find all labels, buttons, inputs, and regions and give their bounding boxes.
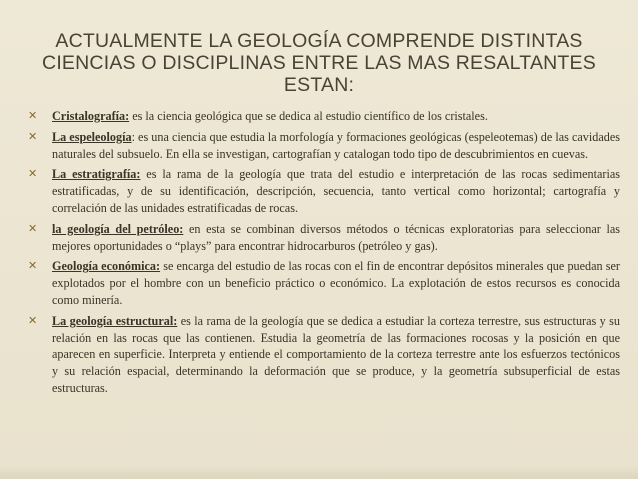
x-bullet-icon: ✕ [28,259,38,273]
title-line: ACTUALMENTE LA GEOLOGÍA COMPRENDE DISTINTAS [55,30,583,52]
list-item [28,221,620,255]
item-text: en esta se combinan diversos métodos o técnicas exploratorias para seleccionar las mejores oportunidades o “plays” para encontrar hidrocarburos (petróleo y gas). [52,221,620,253]
item-text: : es una ciencia que estudia la morfología y formaciones geológicas (espeleotemas) de las cavidades naturales del subsuelo. En ella se investigan, cartografían y catalogan todo tipo de descubrimientos en cuevas. [52,129,620,161]
list-item [28,258,620,308]
x-bullet-icon: ✕ [28,313,38,327]
list-item [28,166,620,216]
bottom-shade [0,465,638,479]
item-term: la geología del petróleo: [52,221,184,236]
title-line: CIENCIAS O DISCIPLINAS ENTRE LAS MAS RESALTANTES [42,52,596,74]
x-bullet-icon: ✕ [28,109,38,122]
item-term: La espeleología [52,129,132,144]
item-term: La geología estructural: [52,313,178,328]
list-item [28,313,620,397]
item-text: se encarga del estudio de las rocas con el fin de encontrar depósitos minerales que puedan ser explotados por el hombre con un beneficio práctico o económico. La explotación de estos recursos es conocida como minería. [52,259,620,307]
x-bullet-icon: ✕ [28,221,38,235]
slide-title [40,30,598,96]
item-text: es la rama de la geología que trata del estudio e interpretación de las rocas sedimentarias estratificadas, y de su identificación, descripción, secuencia, tanto vertical como horizontal; cartografía y correlación de las unidades estratificadas de rocas. [52,167,620,215]
item-text: es la ciencia geológica que se dedica al estudio científico de los cristales. [129,109,488,123]
bullet-list [28,108,620,401]
item-term: Cristalografía: [52,109,130,123]
list-item [28,108,620,125]
x-bullet-icon: ✕ [28,129,38,143]
item-term: Geología económica: [52,259,161,274]
item-term: La estratigrafía: [52,167,141,182]
title-line: ESTAN: [283,74,355,96]
list-item [28,129,620,163]
item-text: es la rama de la geología que se dedica a estudiar la corteza terrestre, sus estructuras y su relación en las rocas que las contienen. Estudia la geometría de las formaciones rocosas y la posición en que aparecen en superficie. Interpreta y entiende el comportamiento de la corteza terrestre ante los esfuerzos tectónicos y su relación espacial, determinando la deformación que se produce, y la geometría subsuperficial de estas estructuras. [52,313,620,395]
x-bullet-icon: ✕ [28,167,38,181]
